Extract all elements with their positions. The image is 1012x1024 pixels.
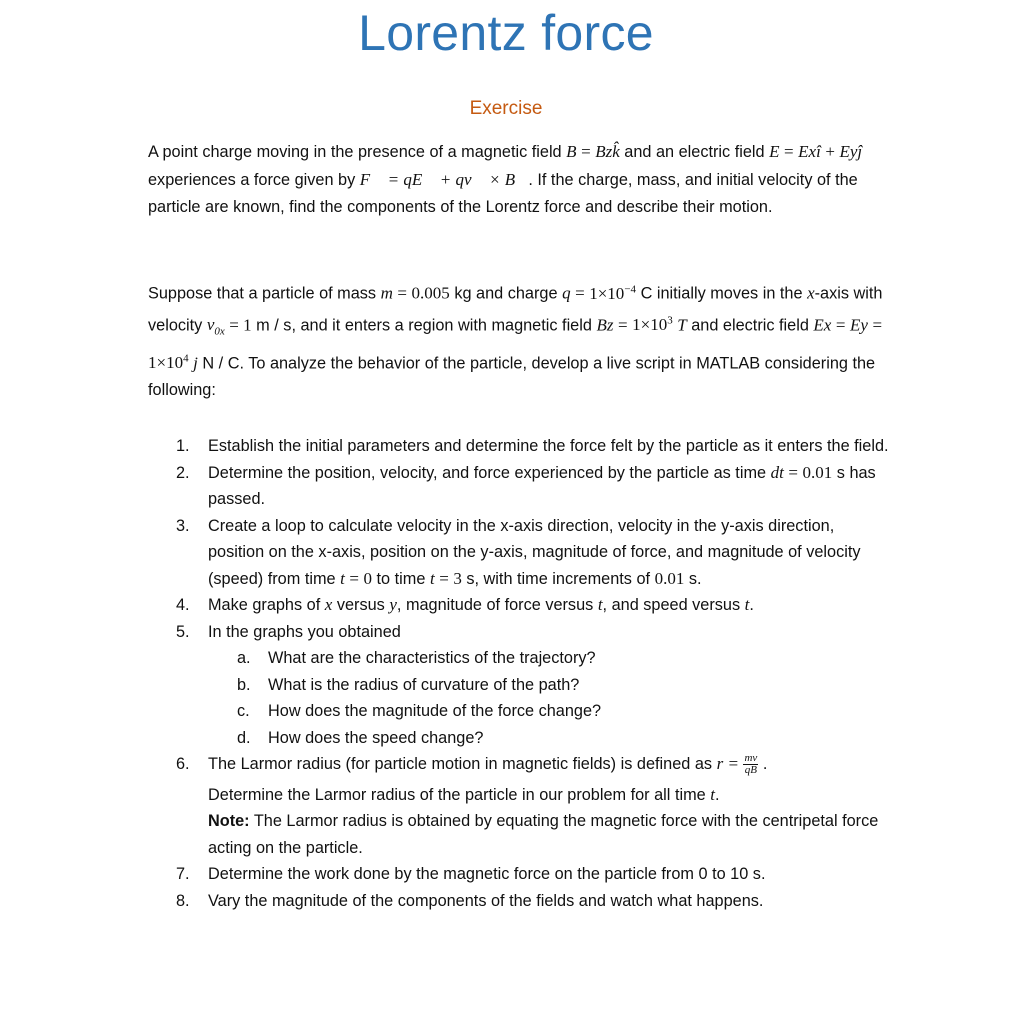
sub-list-text: What are the characteristics of the trajectory? bbox=[268, 649, 596, 667]
list-text: Create a loop to calculate velocity in the x-axis direction, velocity in the y-axis direction, position on the x-axis, position on the y-axis, magnitude of force, and magnitude of velocity (speed) from time bbox=[208, 516, 861, 588]
note bbox=[208, 808, 893, 861]
list-item bbox=[148, 513, 893, 593]
fraction-denominator: qB bbox=[744, 764, 757, 777]
math-bz-value bbox=[632, 315, 673, 334]
p2-text-7: N / C. To analyze the behavior of the particle, develop a live script in MATLAB considering the following: bbox=[148, 354, 876, 400]
math-t: t bbox=[597, 595, 603, 614]
list-number: 6. bbox=[176, 755, 190, 773]
math-dt: dt bbox=[770, 462, 784, 482]
list-item bbox=[148, 888, 893, 915]
sub-list-letter: d. bbox=[237, 728, 251, 747]
math-e-value bbox=[148, 353, 189, 372]
sub-list-item bbox=[148, 645, 893, 672]
list-text: Determine the position, velocity, and force experienced by the particle as time bbox=[208, 463, 767, 482]
math-eq: = bbox=[439, 568, 449, 588]
section-title: Exercise bbox=[469, 98, 543, 119]
math-v0x bbox=[206, 315, 225, 338]
list-text: The Larmor radius (for particle motion in magnetic fields) is defined as bbox=[208, 755, 713, 773]
list-item bbox=[148, 619, 893, 646]
math-q: q bbox=[562, 283, 571, 303]
list-item bbox=[148, 861, 893, 888]
intro-text-3: experiences a force given by bbox=[148, 171, 356, 189]
math-t0: 0 bbox=[363, 568, 372, 588]
math-eq: = bbox=[872, 315, 883, 335]
list-text: . bbox=[762, 755, 768, 773]
sub-list-text: What is the radius of curvature of the path? bbox=[268, 675, 580, 694]
sub-list-letter: a. bbox=[237, 649, 251, 667]
math-eq: = bbox=[835, 315, 846, 335]
math-force-equation: F⃗ = qE⃗ + qv⃗ × B⃗ bbox=[359, 170, 529, 189]
math-charge-exp: −4 bbox=[624, 283, 637, 295]
math-tesla: T bbox=[677, 315, 687, 335]
sub-list-item bbox=[148, 672, 893, 699]
list-text: Determine the work done by the magnetic force on the particle from 0 to 10 s. bbox=[208, 865, 766, 883]
sub-list-item bbox=[148, 725, 893, 752]
math-e-exp: 4 bbox=[183, 352, 189, 365]
math-bz-base: 1×10 bbox=[632, 315, 668, 335]
list-text: , magnitude of force versus bbox=[396, 596, 594, 614]
intro-paragraph bbox=[148, 138, 893, 221]
list-item bbox=[148, 751, 893, 861]
math-plus: + bbox=[825, 142, 835, 161]
list-number: 8. bbox=[176, 891, 190, 910]
list-text: versus bbox=[336, 596, 385, 614]
list-text: Make graphs of bbox=[208, 596, 321, 614]
math-eq: = bbox=[788, 462, 798, 482]
fraction-numerator: mv bbox=[744, 752, 758, 765]
list-number: 7. bbox=[176, 865, 190, 883]
list-item bbox=[148, 433, 893, 460]
math-t3: 3 bbox=[453, 568, 462, 588]
list-text: s. bbox=[688, 569, 702, 588]
math-charge-base: 1×10 bbox=[589, 283, 625, 303]
sub-list-text: How does the speed change? bbox=[268, 728, 484, 747]
list-text: . bbox=[714, 785, 720, 804]
p2-text-1: Suppose that a particle of mass bbox=[148, 284, 377, 303]
intro-text-1: A point charge moving in the presence of a magnetic field bbox=[148, 143, 562, 161]
math-bz: Bz bbox=[596, 315, 614, 335]
list-number: 2. bbox=[176, 463, 190, 482]
math-eq: = bbox=[784, 142, 794, 161]
list-text: , and speed versus bbox=[602, 596, 741, 614]
list-text: Vary the magnitude of the components of the fields and watch what happens. bbox=[208, 891, 764, 910]
page-title: Lorentz force bbox=[358, 5, 654, 61]
sub-list-text: How does the magnitude of the force change? bbox=[268, 702, 602, 720]
math-eq: = bbox=[349, 568, 359, 588]
list-text: Determine the Larmor radius of the particle in our problem for all time bbox=[208, 785, 706, 804]
list-number: 1. bbox=[176, 437, 190, 455]
math-b: B bbox=[566, 142, 577, 161]
sub-list-letter: b. bbox=[237, 675, 251, 694]
note-text: The Larmor radius is obtained by equating the magnetic force with the centripetal force acting on the particle. bbox=[208, 812, 879, 857]
math-r: r = bbox=[716, 754, 739, 773]
math-bz-exp: 3 bbox=[667, 314, 673, 327]
math-t: t bbox=[429, 568, 435, 588]
intro-text-2: and an electric field bbox=[624, 143, 765, 161]
sub-list-letter: c. bbox=[237, 702, 250, 720]
math-j: j bbox=[193, 353, 198, 373]
math-t: t bbox=[744, 595, 750, 614]
problem-paragraph bbox=[148, 276, 893, 404]
math-e: E bbox=[769, 142, 780, 161]
math-increment: 0.01 bbox=[654, 568, 685, 588]
math-m: m bbox=[380, 283, 393, 303]
math-x: x bbox=[807, 283, 815, 303]
math-x: x bbox=[324, 595, 333, 614]
list-text: s, with time increments of bbox=[466, 569, 651, 588]
math-ey: Ey bbox=[850, 315, 868, 335]
list-number: 4. bbox=[176, 596, 190, 614]
math-bzk: Bzk̂ bbox=[595, 142, 620, 161]
math-dt-value: 0.01 bbox=[802, 462, 833, 482]
p2-text-4: -axis with velocity bbox=[148, 284, 883, 335]
intro-text-4: . If the charge, mass, and initial velocity of the particle are known, find the components of the Lorentz force and describe their motion. bbox=[148, 171, 858, 216]
task-list bbox=[148, 433, 893, 914]
math-exi: Exî bbox=[798, 142, 821, 161]
math-eyj: Eyĵ bbox=[839, 142, 863, 161]
math-fraction bbox=[743, 753, 758, 776]
math-v-sub: 0x bbox=[214, 325, 225, 338]
math-mass: 0.005 bbox=[411, 283, 450, 303]
math-charge bbox=[589, 284, 636, 303]
math-eq: = bbox=[397, 283, 408, 303]
list-text: In the graphs you obtained bbox=[208, 622, 401, 641]
note-label: Note: bbox=[208, 812, 250, 830]
p2-text-6: and electric field bbox=[691, 316, 809, 335]
p2-text-3: C initially moves in the bbox=[640, 284, 803, 303]
list-text: . bbox=[749, 596, 754, 614]
math-vel: = 1 bbox=[229, 315, 252, 335]
math-ex: Ex bbox=[813, 315, 832, 335]
list-text: s has passed. bbox=[208, 463, 876, 508]
math-eq: = bbox=[575, 283, 585, 303]
list-number: 5. bbox=[176, 622, 190, 641]
math-t: t bbox=[710, 784, 715, 804]
math-eq: = bbox=[617, 315, 628, 335]
math-e-base: 1×10 bbox=[148, 353, 184, 373]
list-text: Establish the initial parameters and determine the force felt by the particle as it enters the field. bbox=[208, 437, 889, 455]
list-item bbox=[148, 460, 893, 513]
list-text: to time bbox=[376, 569, 426, 588]
math-t: t bbox=[340, 568, 345, 588]
p2-text-2: kg and charge bbox=[454, 284, 558, 303]
math-eq: = bbox=[581, 142, 591, 161]
math-v: v bbox=[206, 315, 215, 335]
p2-text-5: m / s, and it enters a region with magnetic field bbox=[256, 316, 592, 335]
math-y: y bbox=[389, 595, 397, 614]
list-number: 3. bbox=[176, 516, 190, 535]
larmor-question bbox=[208, 782, 893, 809]
sub-list-item bbox=[148, 698, 893, 725]
list-item bbox=[148, 592, 893, 619]
